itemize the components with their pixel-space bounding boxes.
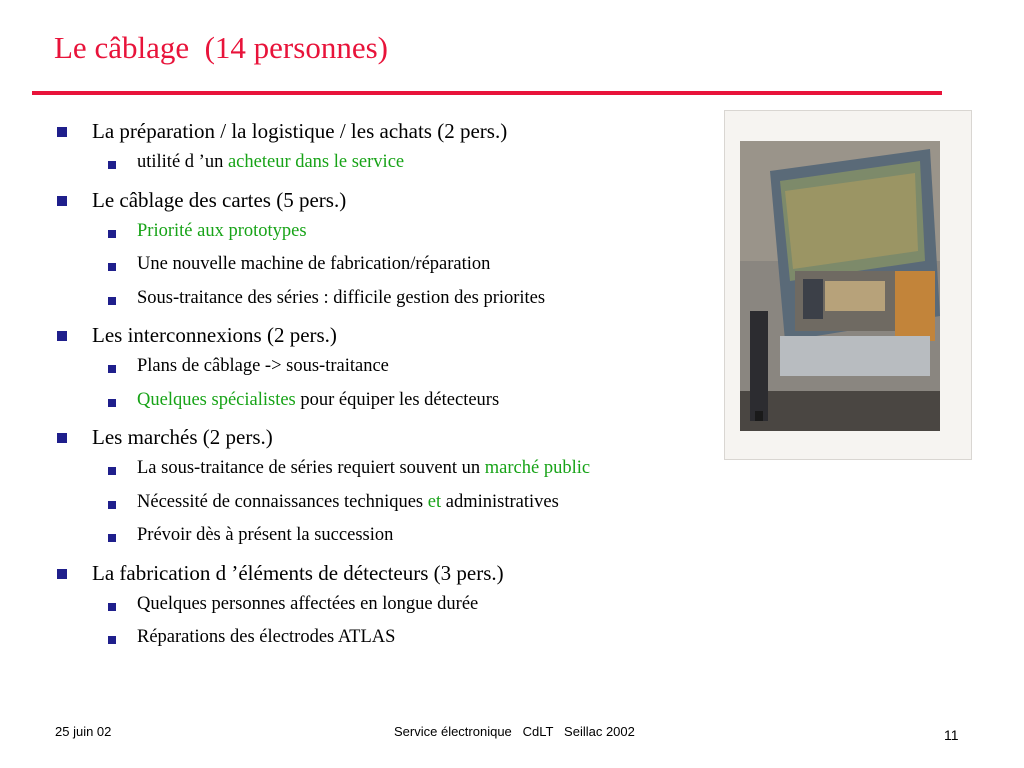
page-number: 11 — [944, 727, 959, 743]
item-text: La sous-traitance de séries requiert souvent un — [137, 458, 485, 478]
level1-bullet-icon — [57, 569, 67, 579]
section-heading: Le câblage des cartes (5 pers.) — [92, 187, 347, 212]
level1-bullet-icon — [57, 433, 67, 443]
level2-bullet-icon — [108, 297, 116, 305]
sub-item — [137, 492, 559, 513]
sub-item — [137, 152, 404, 173]
item-text: Réparations des électrodes ATLAS — [137, 627, 396, 647]
level1-bullet-icon — [57, 196, 67, 206]
sub-item — [137, 458, 590, 479]
item-text: Sous-traitance des séries : difficile gestion des priorites — [137, 287, 546, 308]
section-heading: La fabrication d ’éléments de détecteurs (3 pers.) — [92, 560, 504, 585]
level2-bullet-icon — [108, 603, 116, 611]
highlighted-text: marché public — [484, 458, 591, 478]
level2-bullet-icon — [108, 467, 116, 475]
section-heading: Les marchés (2 pers.) — [92, 425, 273, 449]
item-text: administratives — [441, 491, 559, 512]
level2-bullet-icon — [108, 230, 116, 238]
level2-bullet-icon — [108, 161, 116, 169]
sub-item — [137, 627, 395, 648]
slide-title: Le câblage (14 personnes) — [54, 30, 388, 65]
level2-bullet-icon — [108, 534, 116, 542]
wiring-machine-photo — [724, 110, 972, 460]
sub-item — [137, 288, 545, 309]
item-text: pour équiper les détecteurs — [295, 389, 500, 410]
sub-item — [137, 221, 307, 242]
section-heading: Les interconnexions (2 pers.) — [92, 323, 337, 347]
sub-item — [137, 390, 499, 411]
level2-bullet-icon — [108, 365, 116, 373]
wiring-machine-image — [725, 111, 973, 461]
level2-bullet-icon — [108, 501, 116, 509]
section-heading: La préparation / la logistique / les achats (2 pers.) — [92, 119, 508, 143]
highlighted-text: acheteur dans le service — [227, 152, 405, 172]
level2-bullet-icon — [108, 636, 116, 644]
footer-date: 25 juin 02 — [55, 724, 112, 739]
sub-item — [137, 594, 478, 615]
item-text: Nécessité de connaissances techniques — [137, 491, 428, 512]
item-text: Quelques personnes affectées en longue durée — [137, 593, 479, 614]
sub-item — [137, 254, 490, 275]
level2-bullet-icon — [108, 399, 116, 407]
item-text: Une nouvelle machine de fabrication/réparation — [137, 254, 491, 274]
level2-bullet-icon — [108, 263, 116, 271]
item-text: utilité d ’un — [137, 152, 228, 172]
highlighted-text: et — [427, 491, 442, 512]
level1-bullet-icon — [57, 127, 67, 137]
footer-center: Service électronique CdLT Seillac 2002 — [394, 724, 635, 739]
sub-item — [137, 525, 393, 546]
highlighted-text: Quelques spécialistes — [137, 389, 296, 410]
item-text: Prévoir dès à présent la succession — [137, 525, 394, 545]
item-text: Plans de câblage -> sous-traitance — [137, 356, 389, 376]
highlighted-text: Priorité aux prototypes — [137, 220, 307, 241]
level1-bullet-icon — [57, 331, 67, 341]
sub-item — [137, 356, 389, 377]
